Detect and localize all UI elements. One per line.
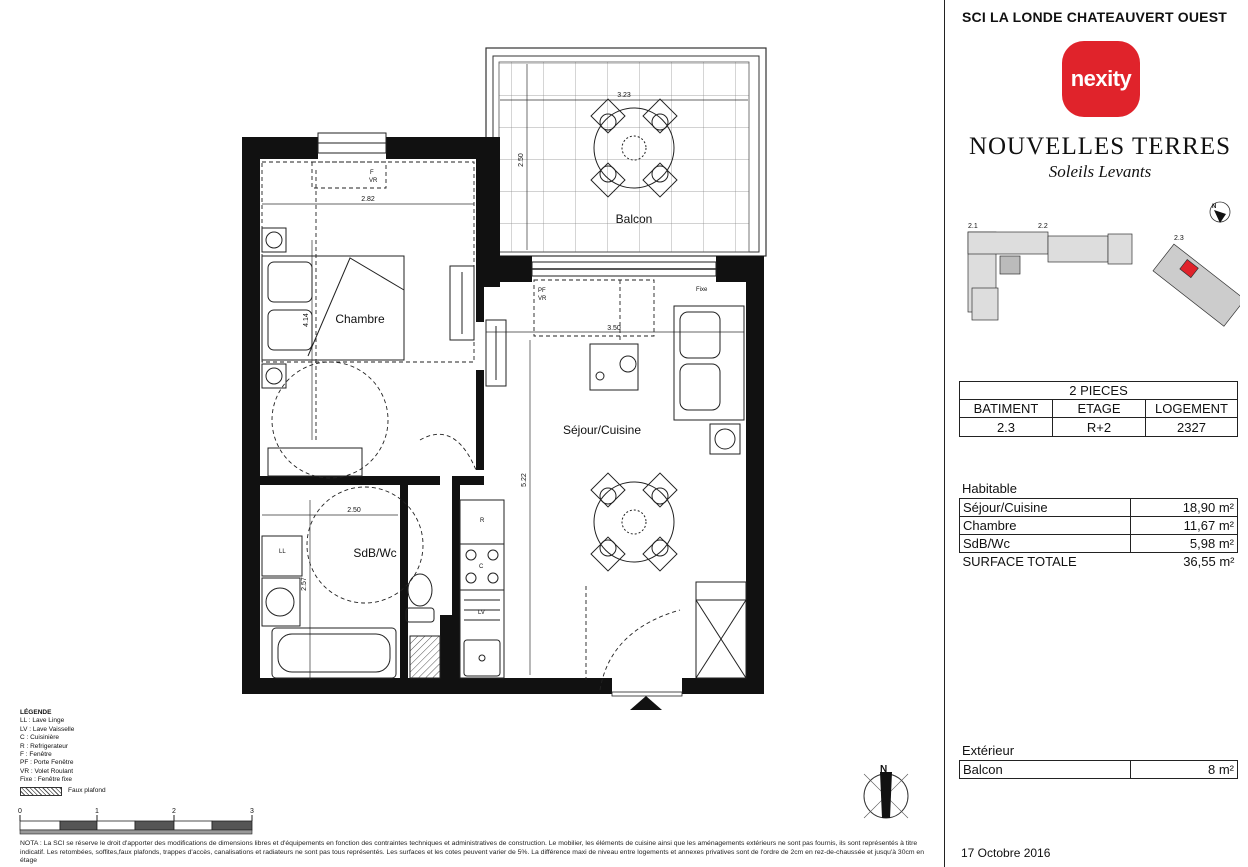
fixture-r: R — [480, 518, 485, 524]
dim-balcon-width: 3.23 — [617, 92, 631, 99]
fixture-c: C — [479, 564, 484, 570]
legend-title: LÉGENDE — [20, 709, 52, 716]
kitchen — [460, 500, 504, 678]
unit-header-batiment: BATIMENT — [960, 400, 1053, 418]
scale-tick-3: 3 — [250, 808, 254, 815]
legend-item: Fixe : Fenêtre fixe — [20, 776, 73, 784]
svg-text:N: N — [1212, 204, 1217, 210]
disclaimer-note: NOTA : La SCI se réserve le droit d'apporter des modifications de dimensions libres et d'équipements en fonction des contraintes techniques et administratives de construction. Le mobilier, les éléments de cuisine ainsi que les aménagements extérieurs ne sont pas fournis, ils sont représentés à titre indicatif. Les retombées, soffites,faux plafonds, trappes d'accès, canalisations et radiateurs ne sont pas tous représentés. Les surfaces et les cotes peuvent varier de 5%. La différence maxi de niveau entre logements et annexes privatives sont de l'ordre de 2cm en rez-de-chaussée et jusqu'à 30cm en étage — [20, 840, 924, 864]
room-area: 5,98 m² — [1131, 535, 1238, 553]
scale-tick-0: 0 — [18, 808, 22, 815]
unit-value-batiment: 2.3 — [960, 418, 1053, 437]
room-area: 8 m² — [1131, 761, 1238, 779]
room-name: SdB/Wc — [960, 535, 1131, 553]
legend-item: C : Cuisinière — [20, 734, 60, 742]
scale-tick-2: 2 — [172, 808, 176, 815]
dim-sejour-depth: 5.22 — [521, 473, 528, 487]
exterieur-title: Extérieur — [962, 743, 1015, 758]
room-label-sdb: SdB/Wc — [353, 546, 397, 560]
total-area: 36,55 m² — [1183, 554, 1235, 569]
project-name: SCI LA LONDE CHATEAUVERT OUEST — [962, 9, 1228, 25]
unit-header-etage: ETAGE — [1053, 400, 1146, 418]
fixture-ll: LL — [279, 549, 286, 555]
dim-sdb-depth: 2.57 — [301, 577, 308, 591]
habitable-title: Habitable — [962, 481, 1017, 496]
dim-chambre-width: 2.82 — [361, 196, 375, 203]
dim-sejour-width: 3.50 — [607, 325, 621, 332]
fixture-vr-sejour: VR — [538, 296, 547, 302]
dim-balcon-depth: 2.50 — [518, 153, 525, 167]
fixture-pf: PF — [538, 288, 546, 294]
dim-sdb-width: 2.50 — [347, 507, 361, 514]
unit-value-logement: 2327 — [1146, 418, 1238, 437]
room-name: Balcon — [960, 761, 1131, 779]
dining-table-living — [591, 473, 677, 571]
document-date: 17 Octobre 2016 — [961, 846, 1051, 860]
total-label: SURFACE TOTALE — [962, 554, 1077, 569]
svg-text:N: N — [880, 764, 888, 775]
dim-chambre-depth: 4.14 — [303, 313, 310, 327]
habitable-table — [959, 498, 1238, 570]
legend — [20, 709, 106, 796]
legend-item: LL : Lave Linge — [20, 717, 65, 725]
bedroom-furniture — [262, 228, 474, 476]
site-label-2-2: 2.2 — [1038, 223, 1048, 230]
unit-table — [959, 381, 1238, 437]
fixture-vr-chambre: VR — [369, 178, 378, 184]
room-area: 18,90 m² — [1131, 499, 1238, 517]
site-plan-map — [960, 196, 1240, 330]
program-name: NOUVELLES TERRES — [968, 133, 1232, 160]
compass-icon — [864, 764, 908, 818]
nexity-logo: nexity — [1062, 41, 1140, 117]
unit-value-etage: R+2 — [1053, 418, 1146, 437]
north-arrow-icon — [1210, 202, 1230, 223]
legend-hatch-label: Faux plafond — [68, 786, 106, 794]
program-subtitle: Soleils Levants — [1048, 162, 1152, 181]
site-label-2-3: 2.3 — [1174, 235, 1184, 242]
bathroom — [262, 536, 440, 678]
scale-bar — [18, 808, 254, 834]
legend-item: LV : Lave Vaisselle — [20, 725, 75, 733]
room-label-sejour: Séjour/Cuisine — [562, 423, 642, 437]
fixture-f: F — [370, 170, 374, 176]
hatch-swatch — [20, 787, 62, 796]
room-label-balcon: Balcon — [615, 212, 653, 226]
legend-item: F : Fenêtre — [20, 751, 52, 759]
entrance-arrow-icon — [630, 696, 662, 710]
fixture-lv: LV — [478, 610, 485, 616]
legend-item: VR : Volet Roulant — [20, 767, 74, 775]
exterieur-table — [959, 760, 1238, 779]
site-label-2-1: 2.1 — [968, 223, 978, 230]
unit-header-logement: LOGEMENT — [1146, 400, 1238, 418]
room-label-chambre: Chambre — [335, 312, 385, 326]
scale-tick-1: 1 — [95, 808, 99, 815]
room-name: Séjour/Cuisine — [960, 499, 1131, 517]
fixture-fixe: Fixe — [696, 287, 708, 293]
legend-item: PF : Porte Fenêtre — [20, 759, 74, 767]
legend-item: R : Refrigerateur — [20, 742, 69, 750]
room-name: Chambre — [960, 517, 1131, 535]
room-area: 11,67 m² — [1131, 517, 1238, 535]
unit-type: 2 PIECES — [960, 382, 1238, 400]
living-furniture — [486, 306, 746, 678]
